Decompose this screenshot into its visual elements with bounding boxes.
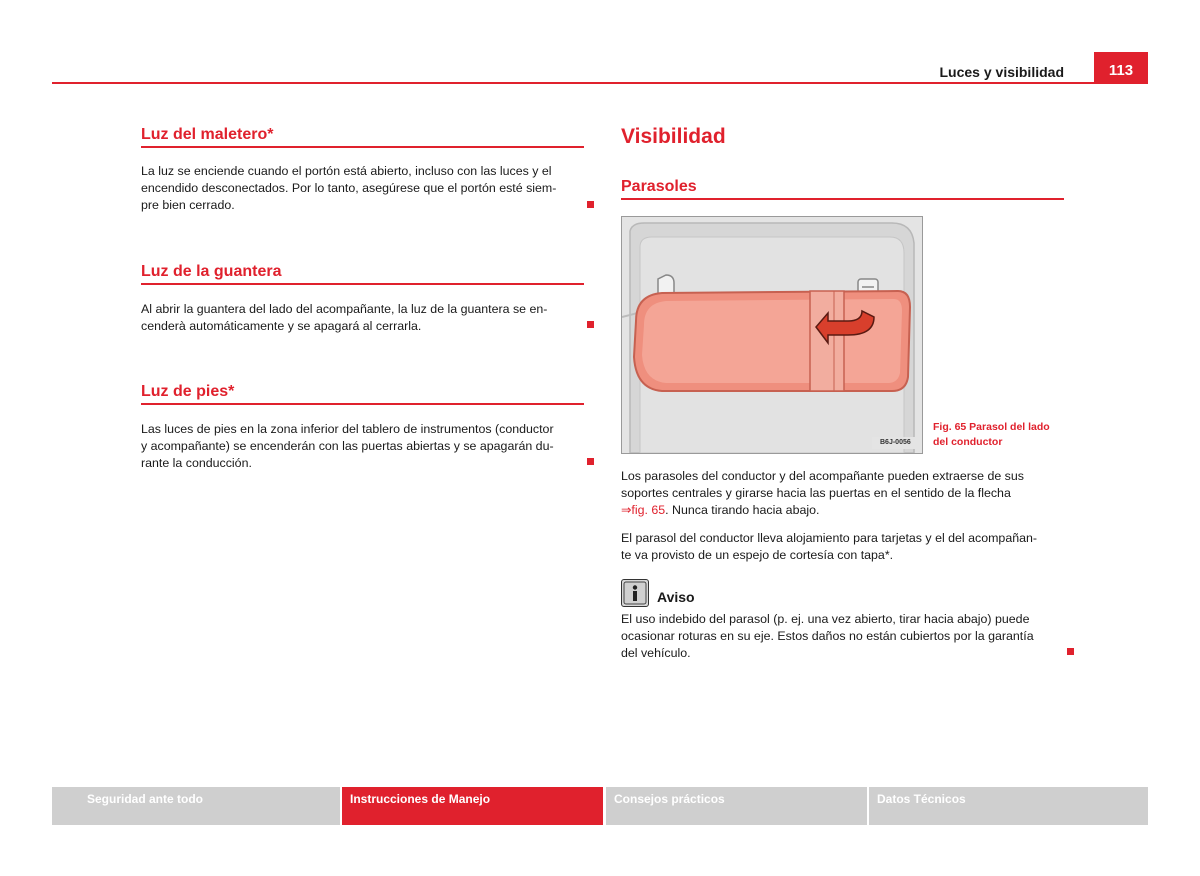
text-line: y acompañante) se encenderán con las puertas abiertas y se apagarán du- bbox=[141, 439, 554, 453]
sun-visor-illustration bbox=[622, 217, 922, 453]
section-rule bbox=[141, 283, 584, 285]
footer-tab-datos-tecnicos[interactable]: Datos Técnicos bbox=[869, 787, 1148, 825]
figure-reference-link[interactable]: ⇒fig. 65 bbox=[621, 503, 666, 517]
text-line: Los parasoles del conductor y del acompañante pueden extraerse de sus bbox=[621, 469, 1024, 483]
text-line: encendido desconectados. Por lo tanto, asegúrese que el portón esté siem- bbox=[141, 181, 557, 195]
text-line: te va provisto de un espejo de cortesía con tapa*. bbox=[621, 548, 894, 562]
paragraph-parasoles-2 bbox=[621, 530, 1037, 564]
page-number: 113 bbox=[1094, 52, 1148, 84]
aviso-title: Aviso bbox=[657, 589, 695, 605]
end-of-section-marker bbox=[587, 321, 594, 328]
footer-tab-instrucciones[interactable]: Instrucciones de Manejo bbox=[342, 787, 603, 825]
section-title-luz-maletero: Luz del maletero* bbox=[141, 126, 274, 143]
end-of-section-marker bbox=[587, 458, 594, 465]
running-header-title: Luces y visibilidad bbox=[939, 64, 1064, 80]
text-fragment: . Nunca tirando hacia abajo. bbox=[665, 503, 820, 517]
figure-code: B6J-0056 bbox=[880, 439, 911, 446]
text-line: rante la conducción. bbox=[141, 456, 252, 470]
section-title-luz-guantera: Luz de la guantera bbox=[141, 263, 282, 280]
text-line bbox=[621, 502, 1024, 519]
text-line: soportes centrales y girarse hacia las puertas en el sentido de la flecha bbox=[621, 486, 1011, 500]
info-icon bbox=[621, 579, 649, 607]
figure-caption-line: Fig. 65 Parasol del lado bbox=[933, 421, 1050, 433]
figure-sun-visor bbox=[621, 216, 923, 454]
text-line: Al abrir la guantera del lado del acompañante, la luz de la guantera se en- bbox=[141, 302, 548, 316]
text-line: La luz se enciende cuando el portón está abierto, incluso con las luces y el bbox=[141, 164, 552, 178]
header-rule bbox=[52, 82, 1148, 84]
section-title-luz-pies: Luz de pies* bbox=[141, 383, 235, 400]
text-line: El uso indebido del parasol (p. ej. una vez abierto, tirar hacia abajo) puede bbox=[621, 612, 1030, 626]
aviso-text bbox=[621, 611, 1034, 662]
paragraph-luz-guantera bbox=[141, 301, 547, 335]
section-rule bbox=[621, 198, 1064, 200]
text-line: pre bien cerrado. bbox=[141, 198, 235, 212]
text-line: Las luces de pies en la zona inferior del tablero de instrumentos (conductor bbox=[141, 422, 554, 436]
text-line: El parasol del conductor lleva alojamiento para tarjetas y el del acompañan- bbox=[621, 531, 1038, 545]
section-rule bbox=[141, 403, 584, 405]
chapter-title: Visibilidad bbox=[621, 125, 726, 148]
paragraph-luz-maletero bbox=[141, 163, 556, 214]
text-line: ocasionar roturas en su eje. Estos daños no están cubiertos por la garantía bbox=[621, 629, 1034, 643]
footer-tab-seguridad[interactable]: Seguridad ante todo bbox=[52, 787, 340, 825]
footer-tab-consejos[interactable]: Consejos prácticos bbox=[606, 787, 867, 825]
text-line: cenderà automáticamente y se apagará al cerrarla. bbox=[141, 319, 422, 333]
figure-caption-line: del conductor bbox=[933, 436, 1003, 448]
end-of-section-marker bbox=[587, 201, 594, 208]
section-title-parasoles: Parasoles bbox=[621, 178, 697, 195]
end-of-section-marker bbox=[1067, 648, 1074, 655]
paragraph-luz-pies bbox=[141, 421, 554, 472]
figure-caption bbox=[933, 420, 1050, 450]
paragraph-parasoles-1 bbox=[621, 468, 1024, 519]
section-rule bbox=[141, 146, 584, 148]
text-line: del vehículo. bbox=[621, 646, 691, 660]
